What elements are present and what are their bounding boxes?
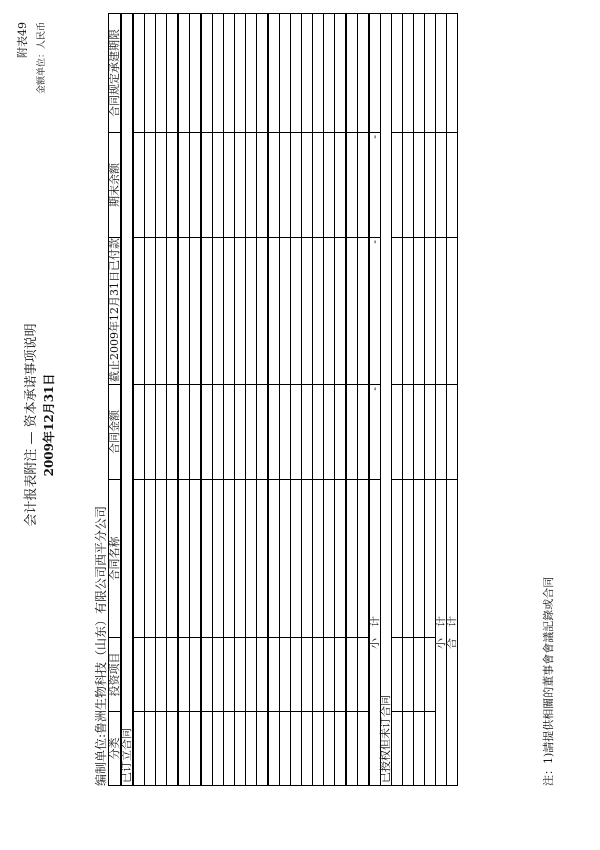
- table-row: [324, 14, 335, 786]
- col-paid: 截止2009年12月31日已付款: [109, 238, 122, 385]
- subtotal-balance: -: [369, 133, 381, 238]
- table-row: [156, 14, 167, 786]
- table-row: [280, 14, 291, 786]
- table-row: [358, 14, 370, 786]
- section-unsigned-label: 已授权但未订合同: [381, 14, 392, 786]
- col-contract-amount: 合同金额: [109, 385, 122, 480]
- subtotal-row-unsigned: [436, 14, 447, 786]
- section-unsigned-row: [381, 14, 392, 786]
- subtotal-row-signed: [369, 14, 381, 786]
- table-row: [392, 14, 403, 786]
- table-row: [291, 14, 302, 786]
- subtotal-label: 小 计: [436, 480, 447, 786]
- col-term: 合同规定承建期限: [109, 14, 122, 133]
- table-row: [302, 14, 313, 786]
- doc-title: 会计报表附注 — 资本承诺事项说明: [24, 323, 39, 527]
- col-category: 分类: [109, 712, 122, 786]
- section-signed-row: [121, 14, 133, 786]
- subtotal-paid: -: [369, 238, 381, 385]
- doc-date: 2009年12月31日: [42, 373, 56, 477]
- subtotal-amount: -: [369, 385, 381, 480]
- total-row: [447, 14, 458, 786]
- table-row: [268, 14, 280, 786]
- col-project: 投资项目: [109, 638, 122, 712]
- table-row: [425, 14, 436, 786]
- table-row: [190, 14, 202, 786]
- col-ending-balance: 期末余额: [109, 133, 122, 238]
- form-number: 附表49: [16, 22, 29, 58]
- table-row: [145, 14, 156, 786]
- table-row: [167, 14, 179, 786]
- table-row: [403, 14, 414, 786]
- capital-commitment-table: [108, 13, 458, 786]
- table-header-row: [109, 14, 122, 786]
- table-row: [235, 14, 246, 786]
- table-row: [201, 14, 213, 786]
- table-row: [224, 14, 235, 786]
- table-row: [313, 14, 324, 786]
- table-row: [335, 14, 347, 786]
- footnote: 注：1)請提供相關的董事會會議記錄或合同: [542, 576, 555, 786]
- col-contract-name: 合同名称: [109, 480, 122, 638]
- table-row: [213, 14, 224, 786]
- total-label: 合 计: [447, 480, 458, 786]
- table-row: [346, 14, 358, 786]
- compiling-unit: 编制单位:鲁洲生物科技（山东）有限公司西平分公司: [94, 505, 108, 786]
- table-row: [414, 14, 425, 786]
- table-row: [246, 14, 257, 786]
- table-row: [257, 14, 269, 786]
- currency-unit: 金额单位：人民币: [37, 22, 47, 95]
- section-signed-label: 已订立合同: [121, 14, 133, 786]
- subtotal-label: 小 计: [369, 480, 381, 786]
- table-row: [133, 14, 145, 786]
- table-row: [178, 14, 190, 786]
